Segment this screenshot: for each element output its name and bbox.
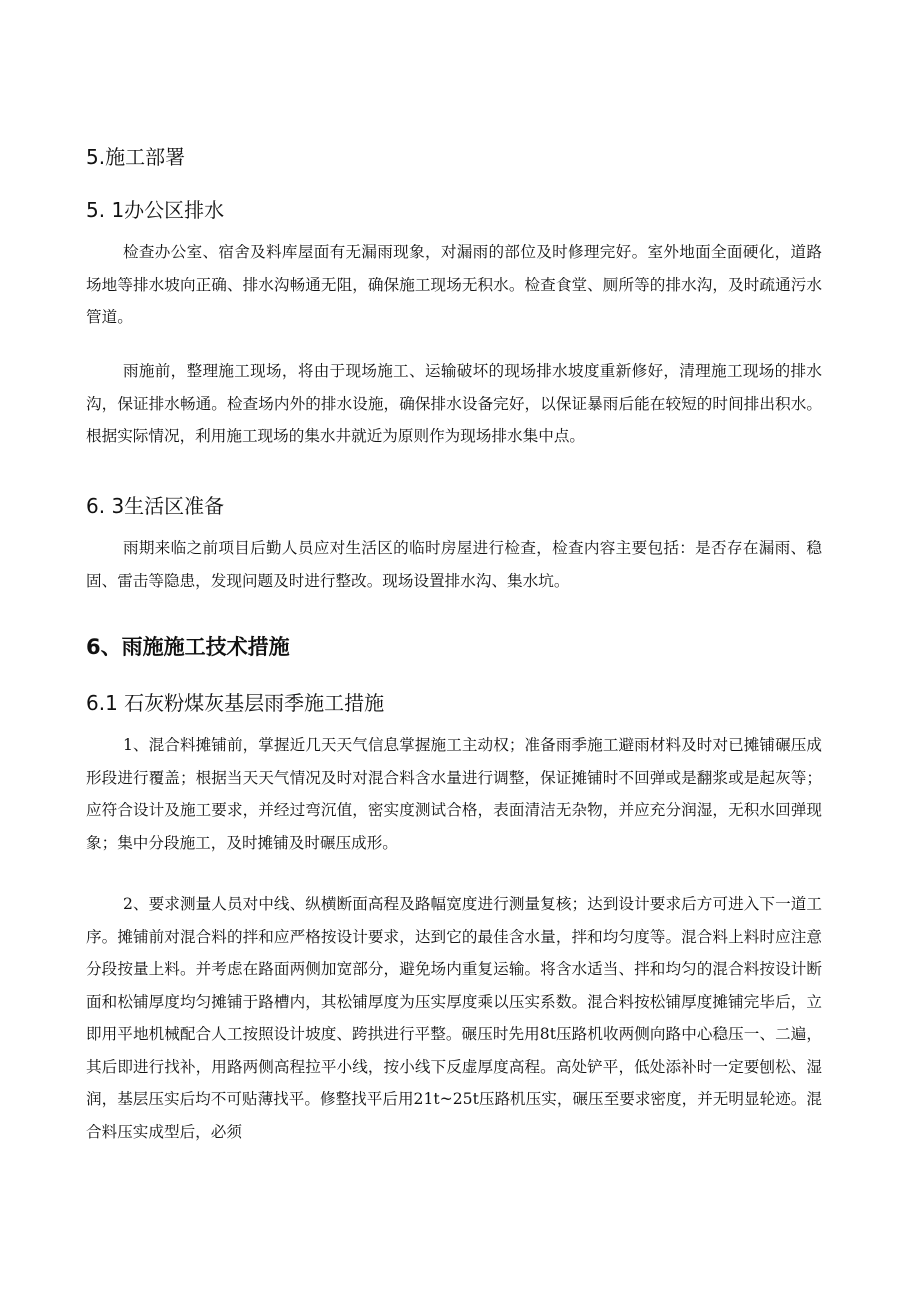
section-heading-6: 6、雨施施工技术措施	[86, 635, 290, 659]
paragraph-office-drainage-1: 检查办公室、宿舍及料库屋面有无漏雨现象，对漏雨的部位及时修理完好。室外地面全面硬化，道路场地等排水坡向正确、排水沟畅通无阻，确保施工现场无积水。检查食堂、厕所等的排水沟，及时疏通污水管道。	[86, 243, 822, 326]
paragraph-office-drainage-2: 雨施前，整理施工现场，将由于现场施工、运输破坏的现场排水坡度重新修好，清理施工现场的排水沟，保证排水畅通。检查场内外的排水设施，确保排水设备完好，以保证暴雨后能在较短的时间排出积水。根据实际情况，利用施工现场的集水井就近为原则作为现场排水集中点。	[86, 362, 822, 445]
paragraph-measure-2: 2、要求测量人员对中线、纵横断面高程及路幅宽度进行测量复核；达到设计要求后方可进入下一道工序。摊铺前对混合料的拌和应严格按设计要求，达到它的最佳含水量，拌和均匀度等。混合料上料时应注意分段按量上料。并考虑在路面两侧加宽部分，避免场内重复运输。将含水适当、拌和均匀的混合料按设计断面和松铺厚度均匀摊铺于路槽内，其松铺厚度为压实厚度乘以压实系数。混合料按松铺厚度摊铺完毕后，立即用平地机械配合人工按照设计坡度、跨拱进行平整。碾压时先用8t压路机收两侧向路中心稳压一、二遍，其后即进行找补，用路两侧高程拉平小线，按小线下反虚厚度高程。高处铲平，低处添补时一定要刨松、湿润，基层压实后均不可贴薄找平。修整找平后用21t~25t压路机压实，碾压至要求密度，并无明显轮迹。混合料压实成型后，必须	[86, 895, 822, 1141]
paragraph-measure-1: 1、混合料摊铺前，掌握近几天天气信息掌握施工主动权；准备雨季施工避雨材料及时对已摊铺碾压成形段进行覆盖；根据当天天气情况及时对混合料含水量进行调整，保证摊铺时不回弹或是翻浆或是起灰等；应符合设计及施工要求，并经过弯沉值，密实度测试合格，表面清洁无杂物，并应充分润湿，无积水回弹现象；集中分段施工，及时摊铺及时碾压成形。	[86, 736, 822, 852]
section-heading-5: 5.施工部署	[86, 145, 186, 169]
section-heading-6-1: 6.1 石灰粉煤灰基层雨季施工措施	[86, 691, 385, 715]
section-heading-6-3: 6. 3生活区准备	[86, 494, 225, 518]
section-heading-5-1: 5. 1办公区排水	[86, 198, 225, 222]
paragraph-living-area: 雨期来临之前项目后勤人员应对生活区的临时房屋进行检查，检查内容主要包括：是否存在漏雨、稳固、雷击等隐患，发现问题及时进行整改。现场设置排水沟、集水坑。	[86, 539, 822, 590]
